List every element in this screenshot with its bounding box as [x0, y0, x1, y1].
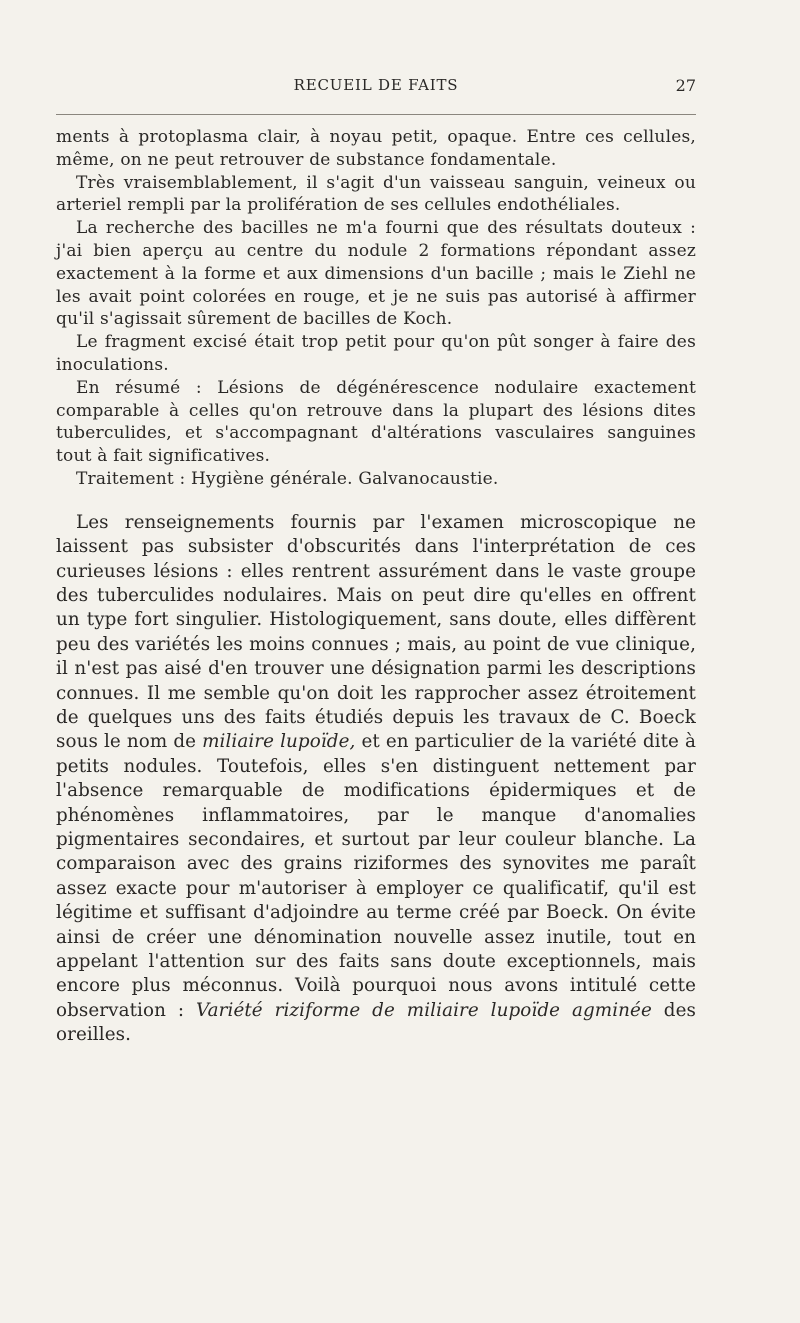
- page-number: 27: [675, 76, 696, 95]
- running-head: [56, 72, 696, 102]
- conclusion-text: des oreilles.: [56, 999, 697, 1046]
- header-rule: [56, 114, 696, 115]
- commentary-section: [56, 511, 696, 1048]
- running-title: RECUEIL DE FAITS: [293, 76, 459, 94]
- paragraph: ments à protoplasma clair, à noyau petit, opaque. Entre ces cellules, même, on ne peut retrouver de substance fondamentale.: [56, 127, 696, 170]
- conclusion-paragraph: [56, 511, 696, 1048]
- italic-term-miliaire-lupoide: miliaire lupoïde,: [202, 731, 356, 753]
- paragraph: Très vraisemblablement, il s'agit d'un vaisseau sanguin, veineux ou arteriel rempli par la prolifération de ses cellules endothéliales.: [56, 172, 696, 216]
- conclusion-text: et en particulier de la variété dite à petits nodules. Toutefois, elles s'en distinguent nettement par l'absence remarquable de modifications épidermiques et de phénomènes inflammatoires, par le manque d'anomalies pigmentaires secondaires, et surtout par leur couleur blanche. La comparaison avec des grains riziformes des synovites me paraît assez exacte pour m'autoriser à employer ce qualificatif, qu'il est légitime et suffisant d'adjoindre au terme créé par Boeck. On évite ainsi de créer une dénomination nouvelle assez inutile, tout en appelant l'attention sur des faits sans doute exceptionnels, mais encore plus méconnus. Voilà pourquoi nous avons intitulé cette observation :: [56, 731, 696, 1021]
- body-text: [56, 126, 696, 1048]
- conclusion-text: Les renseignements fournis par l'examen microscopique ne laissent pas subsister d'obscurités dans l'interprétation de ces curieuses lésions : elles rentrent assurément dans le vaste groupe des tuberculides nodulaires. Mais on peut dire qu'elles en offrent un type fort singulier. Histologiquement, sans doute, elles diffèrent peu des variétés les moins connues ; mais, au point de vue clinique, il n'est pas aisé d'en trouver une désignation parmi les descriptions connues. Il me semble qu'on doit les rapprocher assez étroitement de quelques uns des faits étudiés depuis les travaux de C. Boeck sous le nom de: [56, 511, 696, 753]
- italic-observation-title: Variété riziforme de miliaire lupoïde agminée: [196, 999, 652, 1021]
- paragraph: La recherche des bacilles ne m'a fourni que des résultats douteux : j'ai bien aperçu au centre du nodule 2 formations répondant assez exactement à la forme et aux dimensions d'un bacille ; mais le Ziehl ne les avait point colorées en rouge, et je ne suis pas autorisé à affirmer qu'il s'agissait sûrement de bacilles de Koch.: [56, 218, 696, 330]
- paragraph: Traitement : Hygiène générale. Galvanocaustie.: [76, 468, 499, 489]
- observation-continuation: [56, 126, 696, 491]
- paragraph: En résumé : Lésions de dégénérescence nodulaire exactement comparable à celles qu'on retrouve dans la plupart des lésions dites tuberculides, et s'accompagnant d'altérations vasculaires sanguines tout à fait significatives.: [56, 377, 696, 467]
- paragraph: Le fragment excisé était trop petit pour qu'on pût songer à faire des inoculations.: [56, 332, 696, 375]
